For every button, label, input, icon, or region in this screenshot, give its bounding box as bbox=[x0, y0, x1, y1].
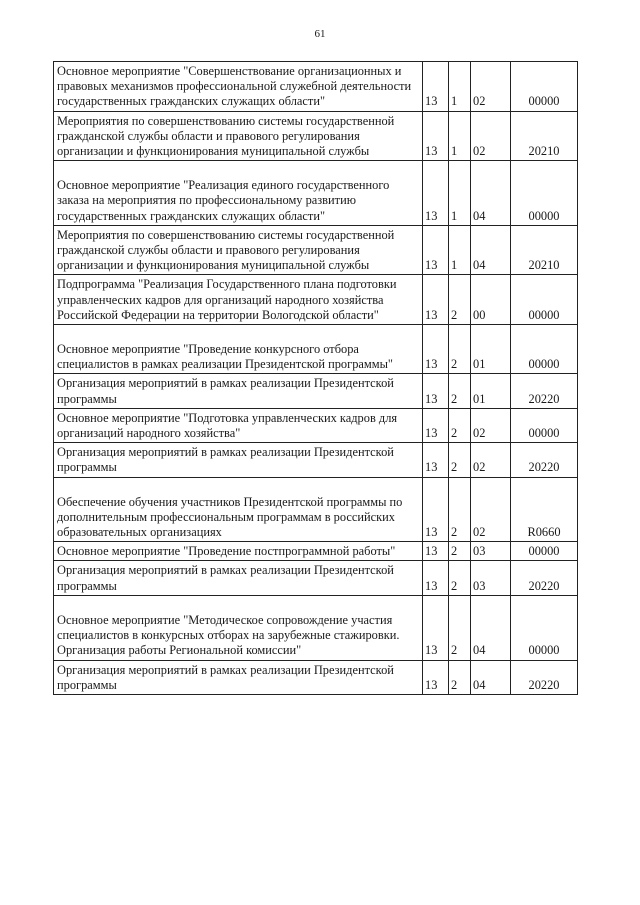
table-row bbox=[54, 595, 578, 660]
expense-direction-code-cell: 00000 bbox=[511, 408, 578, 442]
table-row bbox=[54, 443, 578, 477]
table-row bbox=[54, 660, 578, 694]
table-row bbox=[54, 62, 578, 112]
subprogram-code-cell: 2 bbox=[449, 443, 471, 477]
program-code-cell: 13 bbox=[423, 561, 449, 595]
program-code-cell: 13 bbox=[423, 595, 449, 660]
expense-direction-code-cell: 20220 bbox=[511, 374, 578, 408]
row-name-cell: Мероприятия по совершенствованию системы государственной гражданской службы области и правового регулирования организации и функционирования муниципальной службы bbox=[54, 225, 423, 275]
program-code-cell: 13 bbox=[423, 374, 449, 408]
program-code-cell: 13 bbox=[423, 408, 449, 442]
table-row bbox=[54, 374, 578, 408]
activity-code-cell: 02 bbox=[471, 62, 511, 112]
activity-code-cell: 03 bbox=[471, 561, 511, 595]
row-name-cell: Основное мероприятие "Реализация единого государственного заказа на мероприятия по профессиональному развитию государственных гражданских служащих области" bbox=[54, 161, 423, 226]
expense-direction-code-cell: 20220 bbox=[511, 561, 578, 595]
expense-direction-code-cell: 00000 bbox=[511, 595, 578, 660]
row-name-cell: Организация мероприятий в рамках реализации Президентской программы bbox=[54, 443, 423, 477]
activity-code-cell: 01 bbox=[471, 325, 511, 374]
program-code-cell: 13 bbox=[423, 542, 449, 561]
subprogram-code-cell: 2 bbox=[449, 660, 471, 694]
program-code-cell: 13 bbox=[423, 325, 449, 374]
row-name-cell: Организация мероприятий в рамках реализации Президентской программы bbox=[54, 561, 423, 595]
row-name-cell: Мероприятия по совершенствованию системы государственной гражданской службы области и правового регулирования организации и функционирования муниципальной службы bbox=[54, 111, 423, 161]
activity-code-cell: 04 bbox=[471, 660, 511, 694]
program-code-cell: 13 bbox=[423, 111, 449, 161]
expense-direction-code-cell: 00000 bbox=[511, 161, 578, 226]
program-code-cell: 13 bbox=[423, 225, 449, 275]
table-body bbox=[54, 62, 578, 695]
row-name-cell: Организация мероприятий в рамках реализации Президентской программы bbox=[54, 374, 423, 408]
activity-code-cell: 00 bbox=[471, 275, 511, 325]
program-code-cell: 13 bbox=[423, 62, 449, 112]
expense-direction-code-cell: 00000 bbox=[511, 275, 578, 325]
subprogram-code-cell: 2 bbox=[449, 374, 471, 408]
table-row bbox=[54, 325, 578, 374]
table-row bbox=[54, 408, 578, 442]
subprogram-code-cell: 1 bbox=[449, 161, 471, 226]
subprogram-code-cell: 1 bbox=[449, 225, 471, 275]
table-row bbox=[54, 111, 578, 161]
expense-direction-code-cell: 20210 bbox=[511, 111, 578, 161]
subprogram-code-cell: 2 bbox=[449, 542, 471, 561]
subprogram-code-cell: 2 bbox=[449, 595, 471, 660]
activity-code-cell: 02 bbox=[471, 111, 511, 161]
activity-code-cell: 01 bbox=[471, 374, 511, 408]
activity-code-cell: 04 bbox=[471, 225, 511, 275]
subprogram-code-cell: 2 bbox=[449, 408, 471, 442]
program-code-cell: 13 bbox=[423, 660, 449, 694]
subprogram-code-cell: 2 bbox=[449, 325, 471, 374]
table-row bbox=[54, 542, 578, 561]
subprogram-code-cell: 1 bbox=[449, 111, 471, 161]
subprogram-code-cell: 2 bbox=[449, 275, 471, 325]
table-row bbox=[54, 561, 578, 595]
activity-code-cell: 04 bbox=[471, 595, 511, 660]
row-name-cell: Основное мероприятие "Методическое сопровождение участия специалистов в конкурсных отборах на зарубежные стажировки. Организация работы Региональной комиссии" bbox=[54, 595, 423, 660]
row-name-cell: Основное мероприятие "Подготовка управленческих кадров для организаций народного хозяйства" bbox=[54, 408, 423, 442]
row-name-cell: Основное мероприятие "Проведение конкурсного отбора специалистов в рамках реализации Президентской программы" bbox=[54, 325, 423, 374]
table-row bbox=[54, 477, 578, 542]
budget-classification-table bbox=[53, 61, 578, 695]
activity-code-cell: 03 bbox=[471, 542, 511, 561]
activity-code-cell: 04 bbox=[471, 161, 511, 226]
expense-direction-code-cell: 20220 bbox=[511, 660, 578, 694]
row-name-cell: Обеспечение обучения участников Президентской программы по дополнительным профессиональным программам в российских образовательных организациях bbox=[54, 477, 423, 542]
table-row bbox=[54, 275, 578, 325]
program-code-cell: 13 bbox=[423, 443, 449, 477]
row-name-cell: Организация мероприятий в рамках реализации Президентской программы bbox=[54, 660, 423, 694]
program-code-cell: 13 bbox=[423, 275, 449, 325]
page-number: 61 bbox=[314, 28, 326, 40]
row-name-cell: Основное мероприятие "Совершенствование организационных и правовых механизмов профессиональной служебной деятельности государственных гражданских служащих области" bbox=[54, 62, 423, 112]
expense-direction-code-cell: 00000 bbox=[511, 325, 578, 374]
expense-direction-code-cell: 00000 bbox=[511, 62, 578, 112]
expense-direction-code-cell: 20220 bbox=[511, 443, 578, 477]
expense-direction-code-cell: 00000 bbox=[511, 542, 578, 561]
expense-direction-code-cell: 20210 bbox=[511, 225, 578, 275]
expense-direction-code-cell: R0660 bbox=[511, 477, 578, 542]
subprogram-code-cell: 1 bbox=[449, 62, 471, 112]
subprogram-code-cell: 2 bbox=[449, 561, 471, 595]
activity-code-cell: 02 bbox=[471, 443, 511, 477]
row-name-cell: Основное мероприятие "Проведение постпрограммной работы" bbox=[54, 542, 423, 561]
program-code-cell: 13 bbox=[423, 161, 449, 226]
subprogram-code-cell: 2 bbox=[449, 477, 471, 542]
table-row bbox=[54, 161, 578, 226]
program-code-cell: 13 bbox=[423, 477, 449, 542]
table-row bbox=[54, 225, 578, 275]
activity-code-cell: 02 bbox=[471, 408, 511, 442]
row-name-cell: Подпрограмма "Реализация Государственного плана подготовки управленческих кадров для организаций народного хозяйства Российской Федерации на территории Вологодской области" bbox=[54, 275, 423, 325]
activity-code-cell: 02 bbox=[471, 477, 511, 542]
